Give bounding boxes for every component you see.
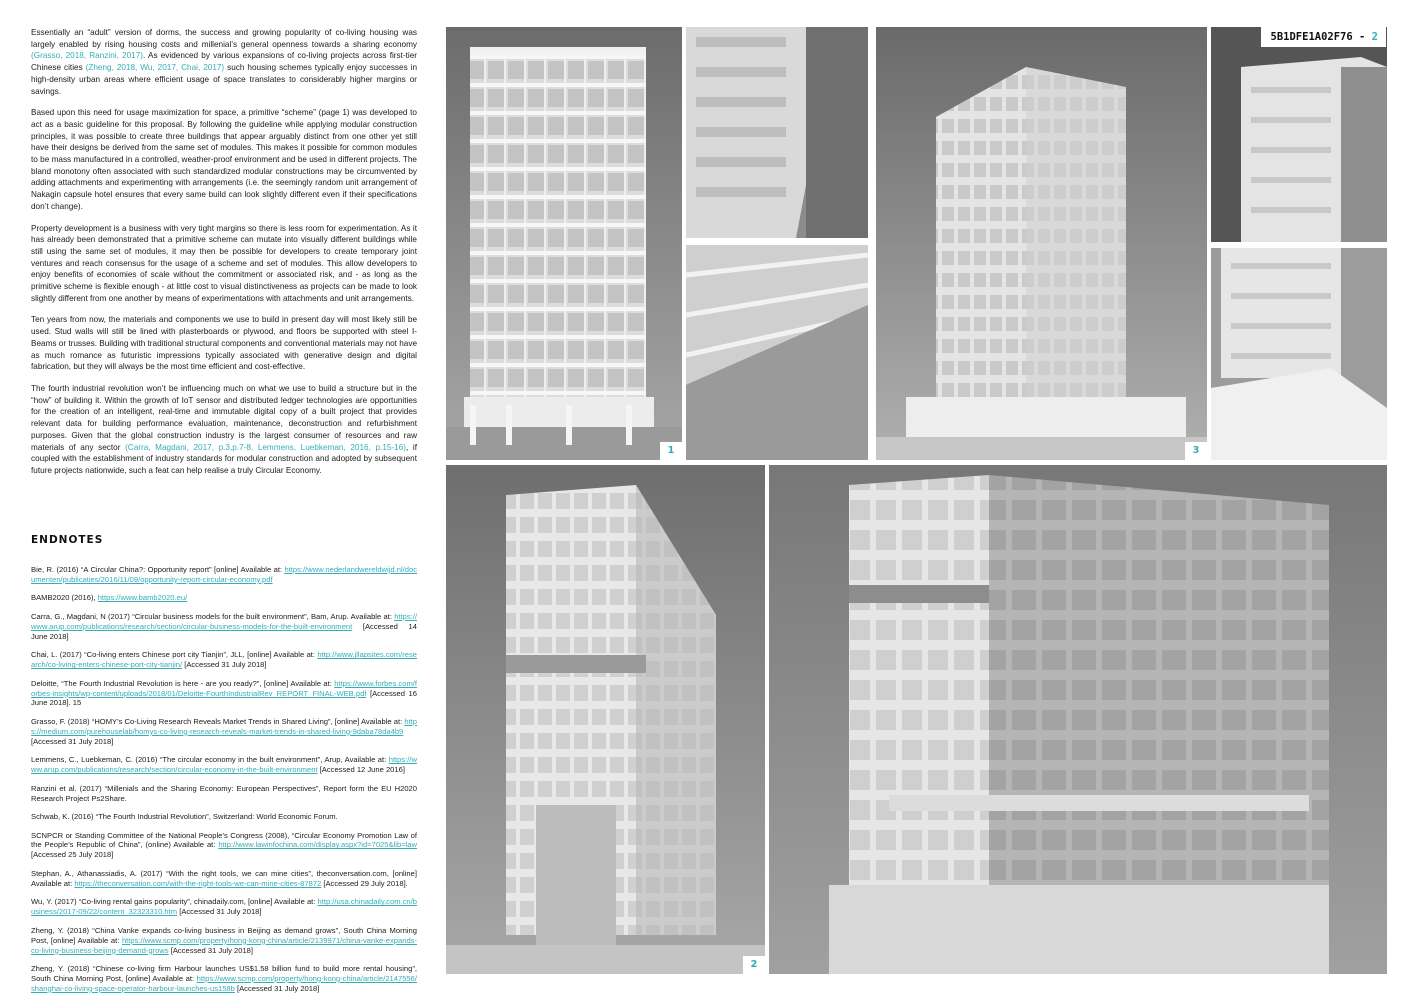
render-detail-top: [686, 27, 868, 238]
endnote-link[interactable]: https://www.scmp.com/property/hong-kong-china/article/2139971/china-vanke-expands-co-living-business-beijing-demand-grows: [31, 935, 417, 955]
endnote-accessed: [Accessed 31 July 2018]: [31, 736, 114, 746]
endnote-link[interactable]: https://www.scmp.com/property/hong-kong-china/article/2147556/shanghai-co-living-space-operator-harbour-launches-us158b: [31, 973, 417, 993]
endnote-link[interactable]: http://www.lawinfochina.com/display.aspx?id=7025&lib=law: [218, 840, 417, 850]
endnote-accessed: [Accessed 31 July 2018]: [177, 907, 262, 917]
endnote-accessed: [Accessed 16 June 2018]. 15: [31, 688, 417, 708]
figure-label-2: 2: [743, 956, 765, 974]
endnote-link[interactable]: https://www.arup.com/publications/research/section/circular-economy-in-the-built-environment: [31, 755, 417, 775]
tower-2-right-illustration: [769, 465, 1387, 974]
render-tower-2-left: [446, 465, 765, 974]
endnote-accessed: [Accessed 29 July 2018].: [321, 878, 408, 888]
citation: (Zheng, 2018, Wu, 2017, Chai, 2017): [85, 63, 225, 73]
figure-label-1: 1: [660, 442, 682, 460]
body-paragraph: [31, 27, 417, 97]
endnote-text: Zheng, Y. (2018) “China Vanke expands co-living business in Beijing as demand grows”, South China Morning Post, [online] Available at:: [31, 925, 417, 945]
body-text: [31, 27, 417, 487]
tower-3-illustration: [876, 27, 1207, 460]
endnote-item: [31, 784, 417, 804]
render-tower-3: [876, 27, 1207, 460]
endnote-item: [31, 565, 417, 585]
endnote-accessed: [Accessed 31 July 2018]: [234, 983, 320, 993]
paragraph-text: . As evidenced by various expansions of co-living projects across first-tier Chinese cities: [31, 51, 417, 73]
tower-2-left-illustration: [446, 465, 765, 974]
render-detail-base-right: [1211, 248, 1387, 460]
endnote-link[interactable]: https://medium.com/purehouselab/homys-co-living-research-reveals-market-trends-in-shared-living-9daba78da4b9: [31, 716, 417, 736]
endnote-link[interactable]: http://www.jllapsites.com/research/co-living-enters-chinese-port-city-tianjin/: [31, 650, 417, 670]
detail-base-right-illustration: [1211, 248, 1387, 460]
endnote-link[interactable]: https://www.bamb2020.eu/: [97, 593, 188, 603]
render-tower-1: [446, 27, 682, 460]
endnotes-list: [31, 565, 417, 1002]
endnote-text: Deloitte, “The Fourth Industrial Revolution is here - are you ready?”, [online] Available at:: [31, 678, 335, 688]
project-code: 5B1DFE1A02F76 -: [1270, 31, 1366, 43]
endnote-text: Grasso, F. (2018) “HOMY’s Co-Living Research Reveals Market Trends in Shared Living”, [online] Available at:: [31, 716, 405, 726]
endnote-item: [31, 679, 417, 709]
detail-top-illustration: [686, 27, 868, 238]
endnote-item: [31, 612, 417, 642]
citation: (Grasso, 2018, Ranzini, 2017): [31, 51, 143, 61]
endnote-text: Carra, G., Magdani, N (2017) “Circular business models for the built environment”, Bam, Arup. Available at:: [31, 611, 395, 621]
paragraph-text: Property development is a business with very tight margins so there is less room for experimentation. As it has already been demonstrated that a primitive scheme can mutate into visually different buildings while still using the same set of modules, it may then be possible for developers to create temporary joint ventures and reach consensus for the usage of a scheme and set of modules. This allow developers to enjoy benefits of economies of scale without the commitment or associated risk, and - as long as the primitive scheme is flexible enough - at little cost to visual distinctiveness as projects can be made to look slightly different from one another by means of experimentations with attachments and unit arrangements.: [31, 223, 417, 303]
body-paragraph: [31, 223, 417, 305]
endnote-item: [31, 897, 417, 917]
endnote-accessed: [Accessed 12 June 2016]: [317, 765, 405, 775]
endnote-text: Zheng, Y. (2018) “Chinese co-living firm Harbour launches US$1.58 billion fund to build more rental housing”, South China Morning Post, [online] Available at:: [31, 964, 417, 983]
endnote-link[interactable]: http://usa.chinadaily.com.cn/business/2017-09/22/content_32323310.htm: [31, 897, 417, 917]
endnote-item: [31, 964, 417, 994]
endnote-item: [31, 869, 417, 889]
endnote-accessed: [Accessed 31 July 2018]: [182, 660, 267, 670]
page-code: [1261, 27, 1386, 47]
endnote-link[interactable]: https://www.arup.com/publications/research/section/circular-business-models-for-the-built-environment: [31, 611, 417, 631]
endnotes-title: ENDNOTES: [31, 534, 104, 546]
paragraph-text: The fourth industrial revolution won’t be influencing much on what we use to build a structure but in the “how” of building it. Within the growth of IoT sensor and distributed ledger technologies are opportunities for the creation of an intelligent, real-time and immutable digital copy of a built project that provides relevant data for building performance evaluation, maintenance, deconstruction and refurbishment purposes. Given that the global construction industry is the largest consumer of resources and raw materials of any sector: [31, 383, 417, 452]
page-number: 2: [1371, 31, 1378, 43]
endnote-item: [31, 812, 417, 822]
citation: (Carra, Magdani, 2017, p.3,p.7-8, Lemmens, Luebkeman, 2016, p.15-16): [125, 442, 406, 452]
endnote-link[interactable]: https://www.forbes.com/forbes-insights/wp-content/uploads/2018/01/Deloitte-FourthIndustrialRev_REPORT_FINAL-WEB.pdf: [31, 678, 417, 698]
endnote-text: Schwab, K. (2016) “The Fourth Industrial Revolution”, Switzerland: World Economic Forum.: [31, 812, 338, 822]
endnote-accessed: [Accessed 31 July 2018]: [168, 945, 254, 955]
endnote-item: [31, 755, 417, 775]
endnote-item: [31, 831, 417, 861]
endnote-text: SCNPCR or Standing Committee of the National People’s Congress (2008), “Circular Economy Promotion Law of the People’s Republic of China”, (online) Available at:: [31, 830, 417, 850]
detail-underside-illustration: [686, 245, 868, 460]
endnote-text: Wu, Y. (2017) “Co-living rental gains popularity”, chinadaily.com, [online] Available at:: [31, 897, 318, 907]
body-paragraph: [31, 107, 417, 212]
paragraph-text: Essentially an “adult” version of dorms, the success and growing popularity of co-living housing was largely enabled by rising housing costs and millenial’s general openness towards a sharing economy: [31, 28, 417, 49]
paragraph-text: Based upon this need for usage maximization for space, a primitive “scheme” (page 1) was developed to act as a basic guideline for this proposal. By following the guideline while applying modular construction principles, it was possible to create three buildings that appear arguably distinct from one other yet still have their designs be derived from the same set of modules. This makes it possible for common modules to be mass manufactured in a controlled, weather-proof environment and be used in different projects. The bland monotony often associated with such standardized modular constructions may be circumvented by adding attachments and experimenting with arrangements (i.e. the seemingly random unit arrangement of Nakagin capsule hotel ensures that every same build can look slightly different even if their specifications don’t change).: [31, 108, 417, 211]
endnote-item: [31, 926, 417, 956]
figure-label-3: 3: [1185, 442, 1207, 460]
endnote-text: Lemmens, C., Luebkeman, C. (2016) “The circular economy in the built environment”, Arup, Available at:: [31, 755, 389, 765]
detail-top-right-illustration: [1211, 27, 1387, 242]
tower-1-illustration: [446, 27, 682, 460]
endnote-link[interactable]: https://www.nederlandwereldwijd.nl/documenten/publicaties/2016/11/09/opportunity-report-circular-economy.pdf: [31, 565, 417, 584]
endnote-text: Stephan, A., Athanassiadis, A. (2017) “With the right tools, we can mine cities”, theconversation.com, [online] Available at:: [31, 868, 417, 888]
body-paragraph: [31, 314, 417, 373]
endnote-item: [31, 717, 417, 747]
body-paragraph: [31, 383, 417, 477]
endnote-accessed: [Accessed 25 July 2018]: [31, 850, 114, 860]
endnote-text: Chai, L. (2017) “Co-living enters Chinese port city Tianjin”, JLL, [online] Available at:: [31, 650, 318, 660]
paragraph-text: such housing schemes typically enjoy successes in high-density urban areas where efficient usage of space translates to considerably higher margins or savings.: [31, 63, 418, 96]
endnote-item: [31, 593, 417, 603]
endnote-item: [31, 650, 417, 670]
render-detail-underside: [686, 245, 868, 460]
endnote-text: BAMB2020 (2016),: [31, 593, 98, 603]
render-detail-top-right: [1211, 27, 1387, 242]
paragraph-text: , if coupled with the establishment of industry standards for modular construction and adopted by subsequent future projects nationwide, such a feat can help realise a truly Circular Economy.: [31, 442, 417, 475]
endnote-accessed: [Accessed 14 June 2018]: [31, 621, 417, 641]
endnote-text: Ranzini et al. (2017) “Millenials and the Sharing Economy: European Perspectives”, Report form the EU H2020 Research Project Ps2Share.: [31, 783, 417, 803]
endnote-link[interactable]: https://theconversation.com/with-the-right-tools-we-can-mine-cities-87872: [74, 878, 322, 888]
render-tower-2-right: [769, 465, 1387, 974]
paragraph-text: Ten years from now, the materials and components we use to build in present day will most likely still be used. Stud walls will still be lined with plasterboards or plywood, and floors be supported with steel I-Beams or trusses. Building with traditional structural components and conventional materials may not have as much romance as futuristic impressions typically associated with generative design and digital fabrication, but they will always be the most time efficient and cost-effective.: [31, 315, 417, 372]
endnote-text: Bie, R. (2016) “A Circular China?: Opportunity report” [online] Available at:: [31, 565, 285, 574]
